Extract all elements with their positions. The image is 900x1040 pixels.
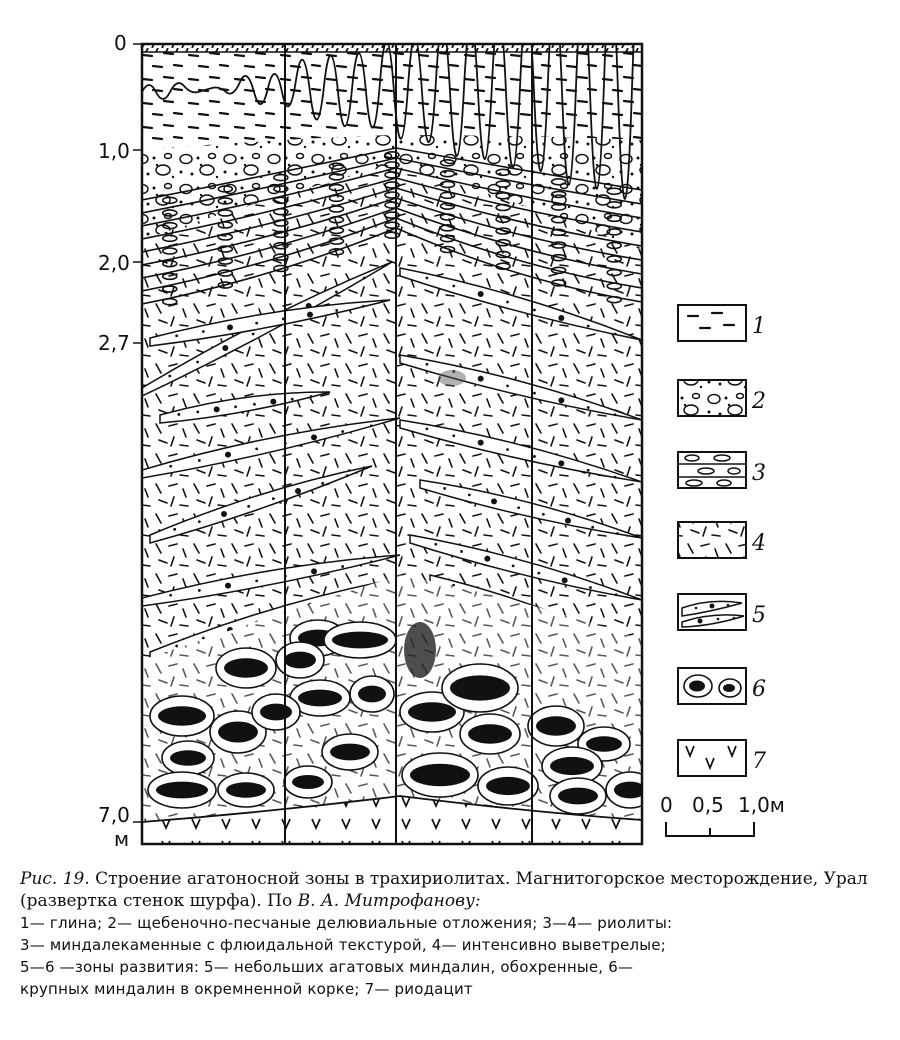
legend-number-2: 2 <box>752 389 766 414</box>
legend <box>678 305 766 776</box>
agate-dot <box>272 497 275 500</box>
agate-dot <box>346 474 349 477</box>
figure-caption <box>20 868 884 1000</box>
legend-item-4 <box>678 522 766 558</box>
agate-dot <box>196 361 199 364</box>
large-amygdale-core <box>284 652 316 669</box>
caption-legend-text <box>20 912 884 1000</box>
agate-dot <box>370 424 373 427</box>
large-amygdale-core <box>332 632 388 649</box>
agate-dot <box>335 291 338 294</box>
agate-dot <box>434 543 437 546</box>
legend-item-2 <box>678 380 766 416</box>
agate-dot <box>321 482 324 485</box>
agate-dot <box>247 505 250 508</box>
depth-scale <box>98 31 142 851</box>
agate-dot <box>363 277 366 280</box>
agate-dot <box>478 440 484 446</box>
agate-dot <box>198 589 201 592</box>
large-amygdale-core <box>330 744 370 761</box>
agate-dot <box>169 594 172 597</box>
depth-label-0: 0 <box>114 31 127 55</box>
agate-dot <box>443 487 446 490</box>
caption-line: крупных миндалин в окремненной корке; 7— риодацит <box>20 980 473 998</box>
agate-dot <box>587 406 590 409</box>
agate-dot <box>270 399 276 405</box>
gravel-sand-icon <box>679 381 745 415</box>
agate-dot <box>425 277 428 280</box>
agate-dot <box>589 586 592 589</box>
legend-number-6: 6 <box>752 677 766 702</box>
agate-dot <box>533 309 536 312</box>
agate-dot <box>222 345 228 351</box>
agate-dot <box>253 403 256 406</box>
large-amygdale-core <box>536 716 576 736</box>
agate-dot <box>335 309 338 312</box>
agate-dot <box>311 568 317 574</box>
agate-dot <box>225 583 231 589</box>
agate-dot <box>169 465 172 468</box>
agate-dot <box>484 556 490 562</box>
legend-number-4: 4 <box>752 531 766 556</box>
surface-hatch <box>142 44 642 52</box>
large-amygdale-core <box>408 702 456 722</box>
agate-dot <box>506 384 509 387</box>
agate-dot <box>614 413 617 416</box>
agate-dot <box>614 333 617 336</box>
legend-item-5 <box>678 594 766 630</box>
agate-dot <box>234 405 237 408</box>
agate-dot <box>173 528 176 531</box>
agate-dot <box>255 322 258 325</box>
agate-dot <box>587 325 590 328</box>
caption-line: 5—6 —зоны развития: 5— небольших агатовых миндалин, обохренные, 6— <box>20 958 634 976</box>
caption-line: 1— глина; 2— щебеночно-песчаные делювиальные отложения; 3—4— риолиты: <box>20 914 673 932</box>
legend-item-3 <box>678 452 766 488</box>
agate-dot <box>252 333 255 336</box>
legend-number-7: 7 <box>752 749 766 774</box>
large-amygdale-core <box>292 775 324 789</box>
large-amygdale-core <box>226 782 266 797</box>
agate-dot <box>533 455 536 458</box>
depth-label-4: 7,0 <box>98 803 130 827</box>
agate-dot <box>558 315 564 321</box>
legend-number-5: 5 <box>752 603 766 628</box>
depth-label-3: 2,7 <box>98 331 130 355</box>
agate-dot <box>295 488 301 494</box>
depth-unit: м <box>114 827 130 851</box>
agate-dot <box>591 526 594 529</box>
agate-dot <box>221 511 227 517</box>
agate-dot <box>542 513 545 516</box>
large-amygdale-core <box>224 658 268 678</box>
agate-dot <box>425 363 428 366</box>
agate-dot <box>198 520 201 523</box>
legend-item-7 <box>678 740 766 776</box>
agate-dot <box>452 285 455 288</box>
agate-dot <box>468 493 471 496</box>
agate-dot <box>362 305 365 308</box>
large-amygdale-core <box>358 686 386 703</box>
agate-dot <box>533 392 536 395</box>
agate-dot <box>491 498 497 504</box>
agate-dot <box>616 532 619 535</box>
caption-title: Строение агатоносной зоны в трахириолитах. Магнитогорское месторождение, Урал (развертка стенок шурфа). По <box>20 869 868 911</box>
large-amygdale-core <box>410 764 470 786</box>
agate-dot <box>168 375 171 378</box>
agate-dot <box>202 330 205 333</box>
agate-dot <box>506 301 509 304</box>
legend-number-1: 1 <box>752 314 766 339</box>
agate-dot <box>291 398 294 401</box>
agate-dot <box>587 469 590 472</box>
large-amygdale-core <box>298 690 342 707</box>
weathered-rhyolite-icon <box>679 523 745 557</box>
agate-dot <box>614 476 617 479</box>
agate-dot <box>310 395 313 398</box>
large-amygdale-core <box>158 706 206 726</box>
depth-label-1: 1,0 <box>98 139 130 163</box>
legend-number-3: 3 <box>752 461 766 486</box>
caption-figure-number: Рис. 19. <box>20 869 90 889</box>
agate-dot <box>255 579 258 582</box>
bar-scale <box>660 793 785 836</box>
agate-dot <box>517 506 520 509</box>
large-amygdale-core <box>218 722 258 743</box>
agate-dot <box>177 413 180 416</box>
agate-dot <box>311 434 317 440</box>
agate-dot <box>196 410 199 413</box>
agate-dot <box>341 430 344 433</box>
agate-dot <box>615 593 618 596</box>
agate-dot <box>341 565 344 568</box>
agate-dot <box>227 324 233 330</box>
agate-dot <box>214 406 220 412</box>
agate-dot <box>478 376 484 382</box>
legend-item-1 <box>678 305 766 341</box>
agate-dot <box>175 334 178 337</box>
agate-dot <box>565 518 571 524</box>
agate-dot <box>425 427 428 430</box>
agate-dot <box>506 448 509 451</box>
large-amygdale-core <box>586 736 622 751</box>
large-amygdale-core <box>468 724 512 744</box>
agate-dot <box>537 572 540 575</box>
scale-label-end: 1,0м <box>738 793 785 817</box>
agate-dot <box>198 459 201 462</box>
caption-author: В. А. Митрофанову: <box>297 891 481 911</box>
large-amygdale-core <box>260 704 292 721</box>
large-amygdale-core <box>156 782 208 799</box>
agate-dot <box>370 560 373 563</box>
agate-dot <box>460 550 463 553</box>
agate-dot <box>255 447 258 450</box>
large-amygdale-core <box>450 675 510 700</box>
scale-label-mid: 0,5 <box>692 793 724 817</box>
agate-dot <box>452 434 455 437</box>
agate-dot <box>175 645 178 648</box>
agate-dot <box>307 312 313 318</box>
agate-dot <box>562 577 568 583</box>
agate-dot <box>478 291 484 297</box>
large-amygdale-core <box>550 757 594 775</box>
agate-dot <box>558 397 564 403</box>
scale-label-0: 0 <box>660 793 673 817</box>
large-amygdale-core <box>170 750 206 765</box>
agate-dot <box>512 564 515 567</box>
caption-line: 3— миндалекаменные с флюидальной текстурой, 4— интенсивно выветрелые; <box>20 936 666 954</box>
depth-label-2: 2,0 <box>98 251 130 275</box>
agate-dot <box>225 452 231 458</box>
large-amygdale-core <box>486 777 530 795</box>
agate-dot <box>558 460 564 466</box>
agate-dot <box>202 637 205 640</box>
large-amygdale-core <box>558 788 598 805</box>
legend-item-6 <box>678 668 766 704</box>
